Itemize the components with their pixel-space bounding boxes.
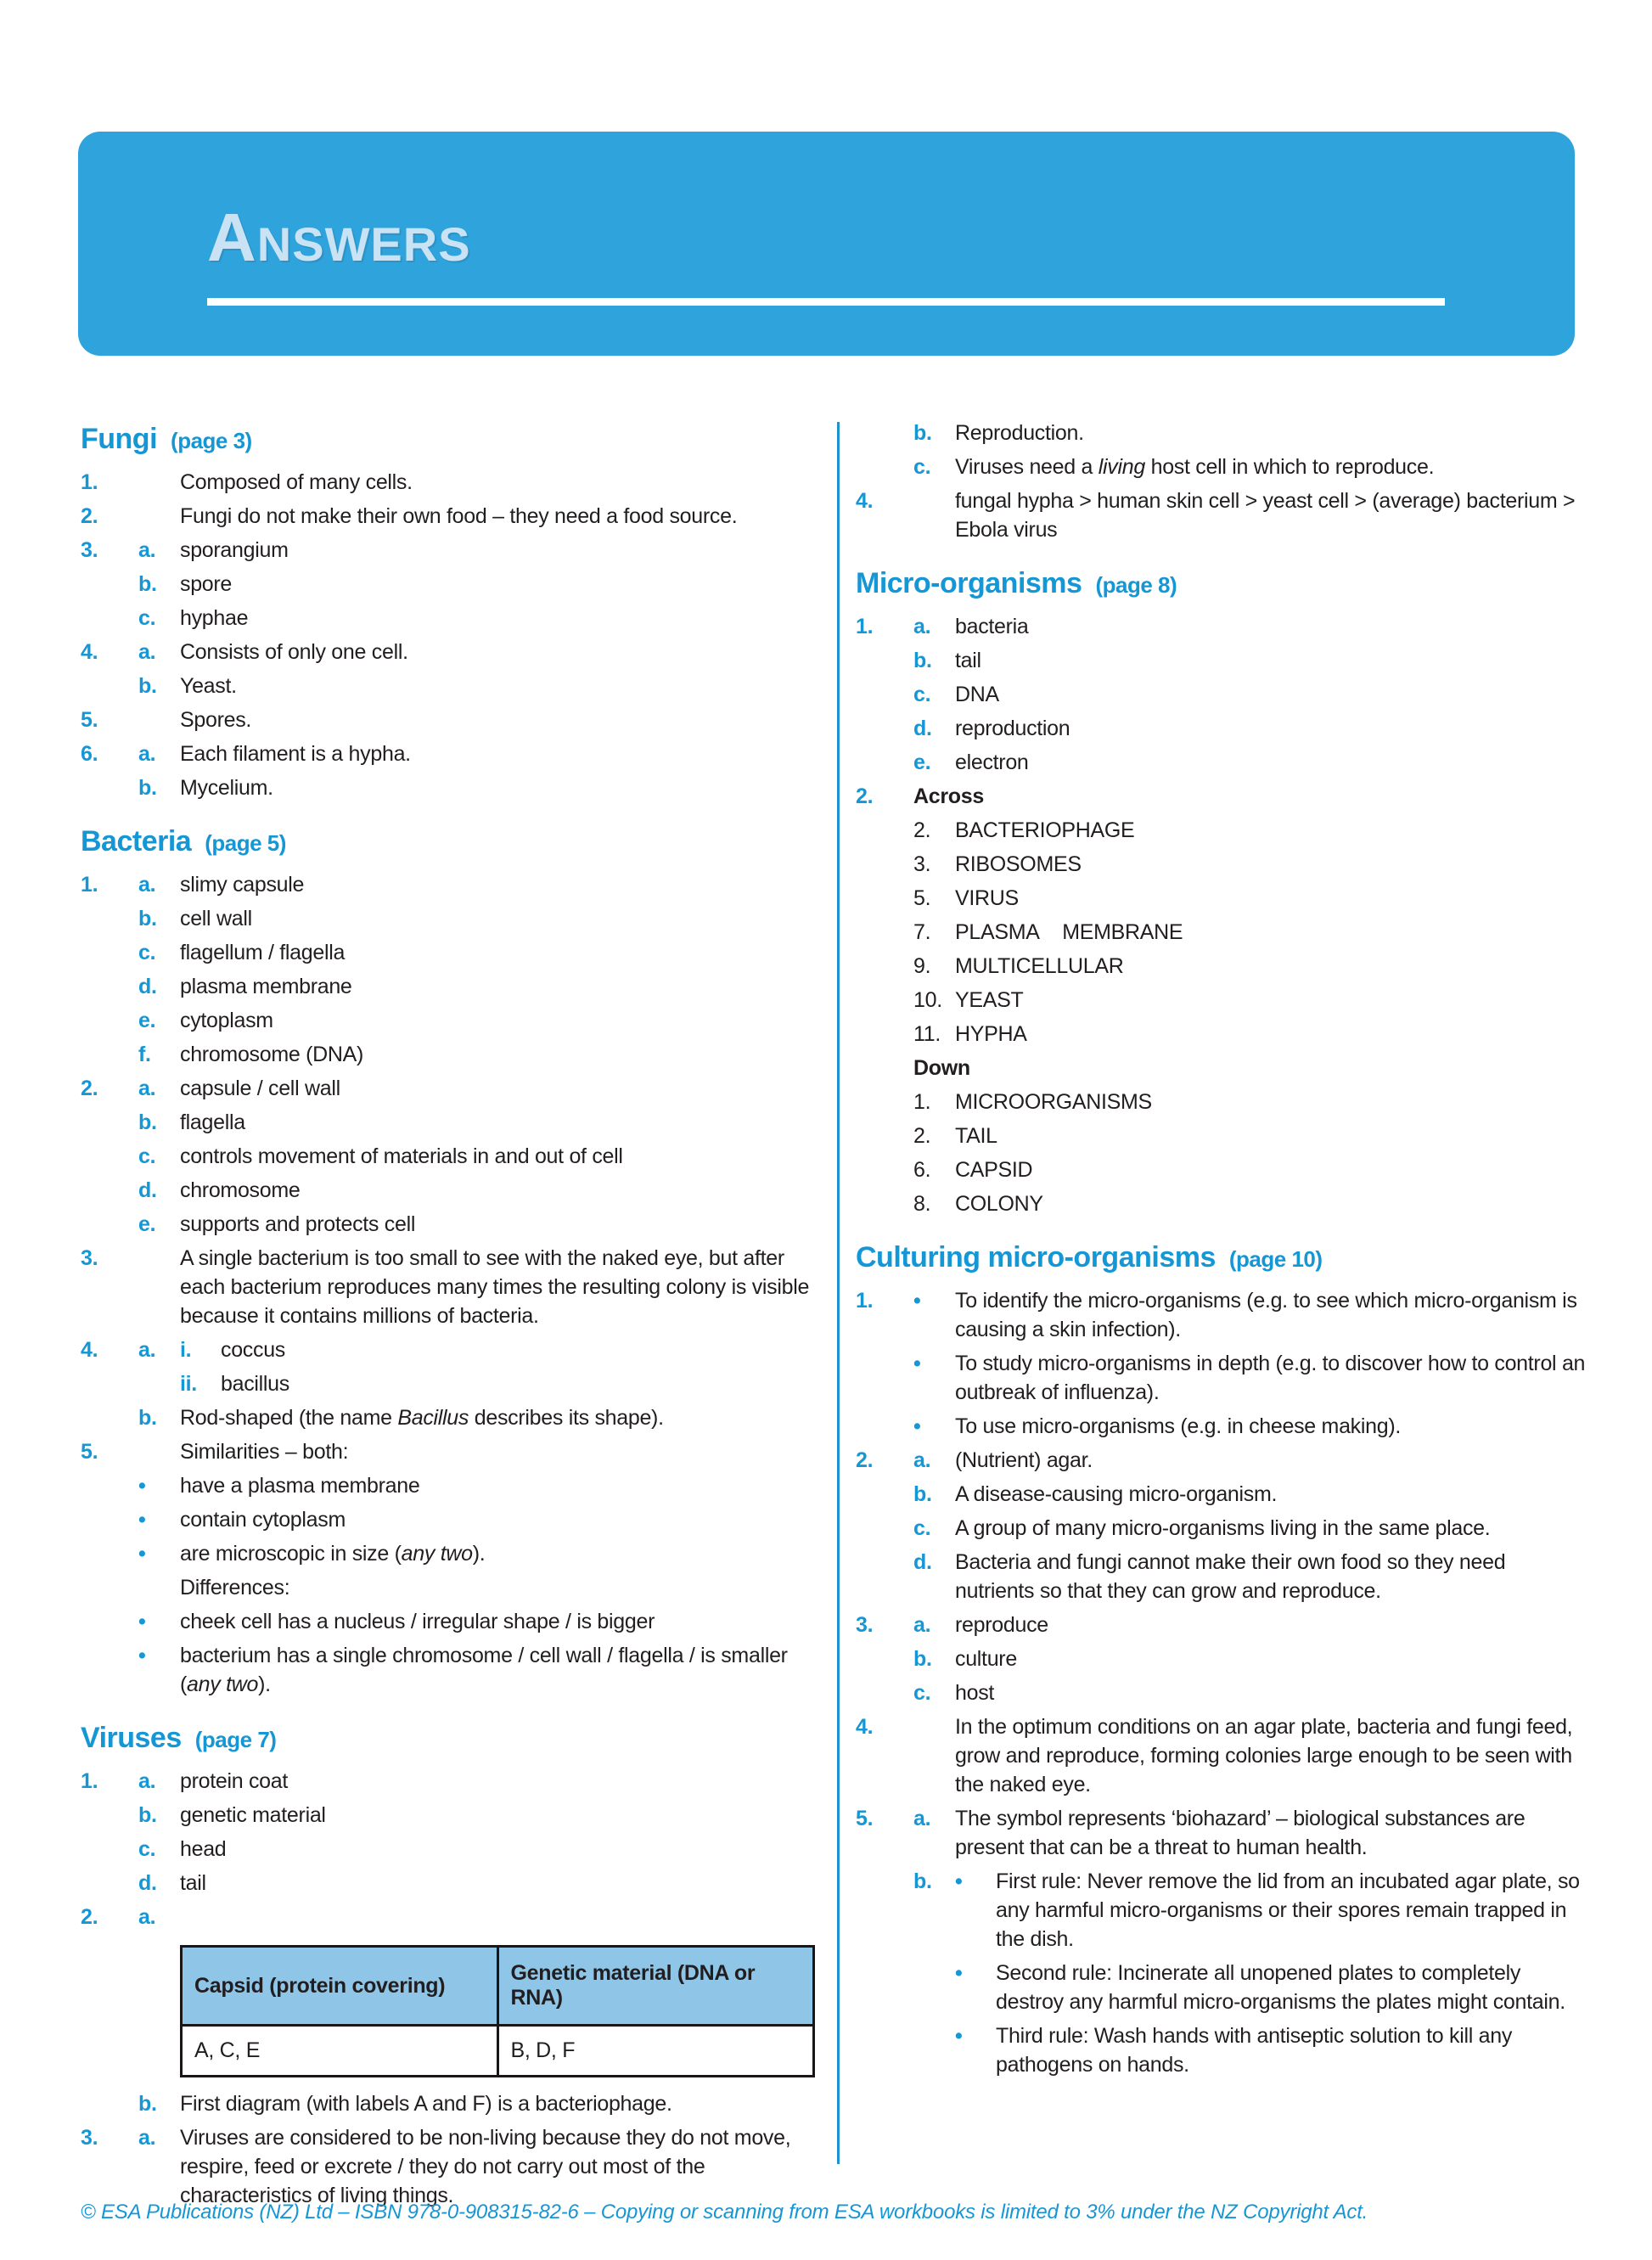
answer-text: fungal hypha > human skin cell > yeast cell > (average) bacterium > Ebola virus — [955, 489, 1576, 542]
section-heading — [81, 824, 819, 860]
answer-row — [856, 1189, 1587, 1218]
answer-row — [81, 1437, 819, 1466]
item-letter: b. — [913, 1647, 932, 1671]
section-title: Culturing micro-organisms — [856, 1241, 1216, 1273]
item-letter: d. — [138, 975, 157, 998]
answer-row — [856, 646, 1587, 675]
answer-row — [81, 468, 819, 497]
bullet-icon: • — [138, 1610, 146, 1633]
answer-row — [81, 972, 819, 1001]
header-banner — [78, 132, 1575, 356]
answer-text: Fungi do not make their own food – they need a food source. — [180, 504, 738, 528]
item-letter: f. — [138, 1043, 151, 1066]
answer-row — [81, 1471, 819, 1500]
crossword-direction-label: Across — [913, 784, 984, 808]
item-letter: e. — [913, 751, 931, 774]
answer-text: (Nutrient) agar. — [955, 1448, 1093, 1472]
item-number: 2. — [856, 1448, 874, 1472]
answer-text: contain cytoplasm — [180, 1508, 346, 1532]
answer-row — [856, 680, 1587, 709]
answer-text: tail — [955, 649, 981, 672]
item-letter: b. — [138, 1110, 157, 1134]
answer-row — [81, 1176, 819, 1205]
section-page-ref: (page 5) — [205, 830, 286, 856]
answer-row — [81, 502, 819, 531]
item-number: 2. — [81, 504, 98, 528]
crossword-number: 10. — [913, 988, 942, 1012]
item-letter: b. — [138, 572, 157, 596]
answer-row — [856, 1122, 1587, 1150]
section-heading — [856, 566, 1587, 602]
columns-divider — [837, 422, 840, 2164]
answer-row — [856, 952, 1587, 981]
answer-row — [856, 453, 1587, 481]
bullet-icon: • — [955, 1961, 963, 1985]
answer-row — [81, 638, 819, 666]
answer-text: Mycelium. — [180, 776, 273, 800]
answer-text: are microscopic in size (any two). — [180, 1542, 486, 1566]
bullet-icon: • — [138, 1508, 146, 1532]
answer-row — [856, 1867, 1587, 1954]
answer-row — [856, 1349, 1587, 1407]
item-number: 1. — [81, 470, 98, 494]
answer-row — [81, 904, 819, 933]
answer-row — [856, 782, 1587, 811]
item-letter: b. — [138, 674, 157, 698]
item-letter: e. — [138, 1009, 156, 1032]
answer-text: cheek cell has a nucleus / irregular shape / is bigger — [180, 1610, 655, 1633]
item-number: 2. — [81, 1905, 98, 1929]
answer-text: genetic material — [180, 1803, 326, 1827]
item-letter: c. — [913, 1516, 931, 1540]
item-letter: b. — [913, 649, 932, 672]
answer-row — [856, 1678, 1587, 1707]
section-page-ref: (page 7) — [194, 1727, 277, 1752]
title-underline — [207, 298, 1445, 306]
item-number: 1. — [856, 1289, 874, 1313]
answer-row — [81, 1108, 819, 1137]
answer-text: Viruses are considered to be non-living because they do not move, respire, feed or excrete / they do not carry out most of the characteristics of living things. — [180, 2126, 791, 2207]
answer-text: cytoplasm — [180, 1009, 273, 1032]
item-letter: a. — [138, 640, 156, 664]
answer-row — [856, 2021, 1587, 2079]
footer-copyright: © ESA Publications (NZ) Ltd – ISBN 978-0-908315-82-6 – Copying or scanning from ESA workbooks is limited to 3% under the NZ Copyright Act. — [81, 2201, 1368, 2223]
item-letter: c. — [913, 455, 931, 479]
answer-text: tail — [180, 1871, 206, 1895]
answer-text: plasma membrane — [180, 975, 352, 998]
answer-text: YEAST — [955, 988, 1024, 1012]
answer-row — [81, 1074, 819, 1103]
item-number: 1. — [856, 615, 874, 638]
answer-text: TAIL — [955, 1124, 997, 1148]
answer-text: Differences: — [180, 1576, 290, 1599]
item-number: 4. — [856, 489, 874, 513]
answer-row — [81, 1573, 819, 1602]
answer-row — [81, 1006, 819, 1035]
item-number: 1. — [81, 873, 98, 897]
answer-row — [856, 1804, 1587, 1862]
answer-row — [81, 706, 819, 734]
item-letter: a. — [138, 1905, 156, 1929]
answer-text: Consists of only one cell. — [180, 640, 408, 664]
answer-text: COLONY — [955, 1192, 1043, 1216]
answer-text: reproduction — [955, 717, 1070, 740]
answer-row — [856, 1480, 1587, 1509]
item-letter: b. — [913, 421, 932, 445]
answer-text: hyphae — [180, 606, 249, 630]
answer-row — [81, 1801, 819, 1830]
item-letter: b. — [913, 1482, 932, 1506]
item-letter: a. — [138, 538, 156, 562]
answer-row — [81, 2089, 819, 2118]
answer-row — [856, 1088, 1587, 1116]
answer-text: The symbol represents ‘biohazard’ – biological substances are present that can be a threat to human health. — [955, 1807, 1526, 1859]
capsid-table — [180, 1945, 815, 2077]
bullet-icon: • — [138, 1542, 146, 1566]
answer-row — [81, 938, 819, 967]
crossword-number: 7. — [913, 920, 931, 944]
answer-text: chromosome — [180, 1178, 301, 1202]
item-number: 2. — [81, 1077, 98, 1100]
answer-row — [81, 1040, 819, 1069]
answer-row — [856, 1412, 1587, 1441]
bullet-icon: • — [138, 1474, 146, 1498]
answer-text: reproduce — [955, 1613, 1048, 1637]
answer-row — [81, 1142, 819, 1171]
item-number: 1. — [81, 1769, 98, 1793]
item-letter: a. — [913, 1807, 931, 1830]
item-letter: a. — [138, 742, 156, 766]
answer-text: bacteria — [955, 615, 1029, 638]
answer-text: host — [955, 1681, 995, 1705]
item-number: 6. — [81, 742, 98, 766]
item-letter: a. — [913, 1613, 931, 1637]
answer-text: Second rule: Incinerate all unopened plates to completely destroy any harmful micro-organisms the plates might contain. — [996, 1961, 1565, 2014]
table-cell: A, C, E — [182, 2026, 498, 2077]
answer-row — [856, 884, 1587, 913]
bullet-icon: • — [955, 2024, 963, 2048]
item-number: 3. — [81, 538, 98, 562]
item-letter: c. — [913, 1681, 931, 1705]
answer-text: Each filament is a hypha. — [180, 742, 411, 766]
answer-text: electron — [955, 751, 1029, 774]
table-header-cell: Capsid (protein covering) — [182, 1947, 498, 2026]
section-title: Bacteria — [81, 825, 192, 857]
answer-row — [856, 1054, 1587, 1082]
answer-row — [81, 536, 819, 565]
section-title: Fungi — [81, 423, 158, 455]
answer-text: Rod-shaped (the name Bacillus describes its shape). — [180, 1406, 664, 1430]
item-roman: ii. — [180, 1372, 197, 1396]
bullet-icon: • — [955, 1869, 963, 1893]
left-column — [81, 419, 819, 2215]
answer-text: A single bacterium is too small to see with the naked eye, but after each bacterium reproduces many times the resulting colony is visible because it contains millions of bacteria. — [180, 1246, 810, 1328]
answer-row — [81, 1607, 819, 1636]
answer-row — [856, 1959, 1587, 2016]
item-number: 2. — [856, 784, 874, 808]
answer-text: VIRUS — [955, 886, 1019, 910]
answer-row — [81, 1641, 819, 1699]
answer-text: sporangium — [180, 538, 289, 562]
item-letter: b. — [138, 907, 157, 930]
answer-text: culture — [955, 1647, 1017, 1671]
answer-row — [81, 773, 819, 802]
answer-text: Spores. — [180, 708, 252, 732]
crossword-number: 1. — [913, 1090, 931, 1114]
answer-text: chromosome (DNA) — [180, 1043, 364, 1066]
answer-text: In the optimum conditions on an agar plate, bacteria and fungi feed, grow and reproduce, forming colonies large enough to be seen with the naked eye. — [955, 1715, 1573, 1796]
answer-row — [856, 1446, 1587, 1475]
item-number: 4. — [81, 640, 98, 664]
answer-row — [856, 714, 1587, 743]
answer-text: Viruses need a living host cell in which to reproduce. — [955, 455, 1435, 479]
answer-text: Similarities – both: — [180, 1440, 349, 1464]
item-letter: a. — [913, 1448, 931, 1472]
answer-row — [856, 1644, 1587, 1673]
answer-row — [856, 612, 1587, 641]
item-number: 3. — [81, 1246, 98, 1270]
answer-text: cell wall — [180, 907, 252, 930]
answer-row — [81, 1869, 819, 1897]
crossword-number: 2. — [913, 818, 931, 842]
table-cell: B, D, F — [497, 2026, 814, 2077]
item-letter: c. — [138, 606, 156, 630]
answer-text: Reproduction. — [955, 421, 1084, 445]
table-header-cell: Genetic material (DNA or RNA) — [497, 1947, 814, 2026]
answer-text: A group of many micro-organisms living in the same place. — [955, 1516, 1491, 1540]
item-number: 3. — [856, 1613, 874, 1637]
crossword-number: 2. — [913, 1124, 931, 1148]
bullet-icon: • — [138, 1644, 146, 1667]
item-letter: b. — [138, 1406, 157, 1430]
answer-text: RIBOSOMES — [955, 852, 1082, 876]
answer-text: coccus — [221, 1338, 286, 1362]
item-letter: a. — [138, 873, 156, 897]
answer-row — [81, 1403, 819, 1432]
answer-row — [81, 672, 819, 700]
answer-text: controls movement of materials in and out of cell — [180, 1144, 623, 1168]
answer-row — [81, 2123, 819, 2210]
answer-text: To study micro-organisms in depth (e.g. to discover how to control an outbreak of influenza). — [955, 1352, 1586, 1404]
answer-text: Bacteria and fungi cannot make their own food so they need nutrients so that they can grow and reproduce. — [955, 1550, 1506, 1603]
item-number: 5. — [81, 708, 98, 732]
answer-row — [81, 1539, 819, 1568]
section-page-ref: (page 8) — [1095, 572, 1177, 598]
answer-row — [81, 739, 819, 768]
answer-text: BACTERIOPHAGE — [955, 818, 1135, 842]
answer-row — [856, 1611, 1587, 1639]
item-letter: b. — [138, 2092, 157, 2116]
answer-text: PLASMA MEMBRANE — [955, 920, 1183, 944]
answer-row — [856, 1514, 1587, 1543]
section-heading — [81, 422, 819, 458]
answer-text: head — [180, 1837, 227, 1861]
item-letter: a. — [138, 2126, 156, 2150]
answer-text: HYPHA — [955, 1022, 1027, 1046]
section-page-ref: (page 10) — [1228, 1246, 1323, 1272]
section-page-ref: (page 3) — [171, 428, 252, 453]
answer-row — [856, 1548, 1587, 1605]
answer-row — [81, 1244, 819, 1330]
item-number: 4. — [81, 1338, 98, 1362]
crossword-number: 3. — [913, 852, 931, 876]
answer-row — [81, 1835, 819, 1864]
crossword-number: 11. — [913, 1022, 941, 1046]
answer-row — [81, 604, 819, 632]
bullet-icon: • — [913, 1289, 921, 1313]
answer-row — [856, 850, 1587, 879]
crossword-direction-label: Down — [913, 1056, 970, 1080]
item-letter: c. — [913, 683, 931, 706]
crossword-number: 6. — [913, 1158, 931, 1182]
item-letter: b. — [913, 1869, 932, 1893]
item-letter: c. — [138, 941, 156, 964]
item-letter: d. — [913, 717, 932, 740]
item-number: 5. — [81, 1440, 98, 1464]
answer-text: MICROORGANISMS — [955, 1090, 1152, 1114]
answer-text: Third rule: Wash hands with antiseptic solution to kill any pathogens on hands. — [996, 2024, 1513, 2077]
item-letter: a. — [138, 1077, 156, 1100]
crossword-number: 5. — [913, 886, 931, 910]
item-letter: d. — [138, 1871, 157, 1895]
answer-row — [81, 1505, 819, 1534]
answer-text: bacillus — [221, 1372, 289, 1396]
answer-row — [856, 1712, 1587, 1799]
answer-text: protein coat — [180, 1769, 289, 1793]
right-column — [856, 419, 1587, 2084]
answer-text: supports and protects cell — [180, 1212, 416, 1236]
item-letter: d. — [138, 1178, 157, 1202]
answer-row — [856, 419, 1587, 447]
answer-text: MULTICELLULAR — [955, 954, 1124, 978]
answer-row — [81, 1903, 819, 1931]
section-heading — [81, 1721, 819, 1757]
answer-text: First diagram (with labels A and F) is a bacteriophage. — [180, 2092, 672, 2116]
answer-row — [856, 1020, 1587, 1048]
page-title: ANSWERS — [207, 200, 471, 275]
bullet-icon: • — [913, 1414, 921, 1438]
bullet-icon: • — [913, 1352, 921, 1375]
answer-row — [81, 870, 819, 899]
answer-row — [81, 570, 819, 599]
answer-row — [856, 748, 1587, 777]
answer-text: DNA — [955, 683, 999, 706]
answer-row — [81, 1369, 819, 1398]
item-letter: c. — [138, 1837, 156, 1861]
answer-text: To identify the micro-organisms (e.g. to see which micro-organism is causing a skin infection). — [955, 1289, 1577, 1341]
answer-row — [856, 918, 1587, 947]
answer-text: A disease-causing micro-organism. — [955, 1482, 1278, 1506]
crossword-number: 8. — [913, 1192, 931, 1216]
answer-row — [856, 986, 1587, 1015]
item-letter: c. — [138, 1144, 156, 1168]
answer-text: spore — [180, 572, 233, 596]
answer-text: slimy capsule — [180, 873, 305, 897]
section-title: Micro-organisms — [856, 567, 1082, 599]
answer-row — [856, 816, 1587, 845]
answer-text: capsule / cell wall — [180, 1077, 340, 1100]
item-letter: a. — [138, 1769, 156, 1793]
item-letter: a. — [138, 1338, 156, 1362]
section-title: Viruses — [81, 1722, 182, 1754]
item-letter: b. — [138, 776, 157, 800]
answer-text: To use micro-organisms (e.g. in cheese making). — [955, 1414, 1401, 1438]
item-number: 3. — [81, 2126, 98, 2150]
item-number: 4. — [856, 1715, 874, 1739]
answer-text: flagellum / flagella — [180, 941, 346, 964]
item-number: 5. — [856, 1807, 874, 1830]
answer-text: CAPSID — [955, 1158, 1033, 1182]
answer-text: bacterium has a single chromosome / cell wall / flagella / is smaller (any two). — [180, 1644, 788, 1696]
item-letter: a. — [913, 615, 931, 638]
crossword-number: 9. — [913, 954, 931, 978]
answer-row — [81, 1210, 819, 1239]
answer-row — [856, 1155, 1587, 1184]
answer-text: Composed of many cells. — [180, 470, 413, 494]
answer-text: Yeast. — [180, 674, 237, 698]
answer-row — [81, 1767, 819, 1796]
item-letter: d. — [913, 1550, 932, 1574]
answer-row — [81, 1335, 819, 1364]
item-letter: e. — [138, 1212, 156, 1236]
answer-row — [856, 1286, 1587, 1344]
answer-text: have a plasma membrane — [180, 1474, 420, 1498]
answer-text: flagella — [180, 1110, 245, 1134]
item-roman: i. — [180, 1338, 192, 1362]
answer-text: First rule: Never remove the lid from an incubated agar plate, so any harmful micro-organisms or their spores remain trapped in the dish. — [996, 1869, 1580, 1951]
answer-row — [856, 486, 1587, 544]
item-letter: b. — [138, 1803, 157, 1827]
section-heading — [856, 1240, 1587, 1276]
